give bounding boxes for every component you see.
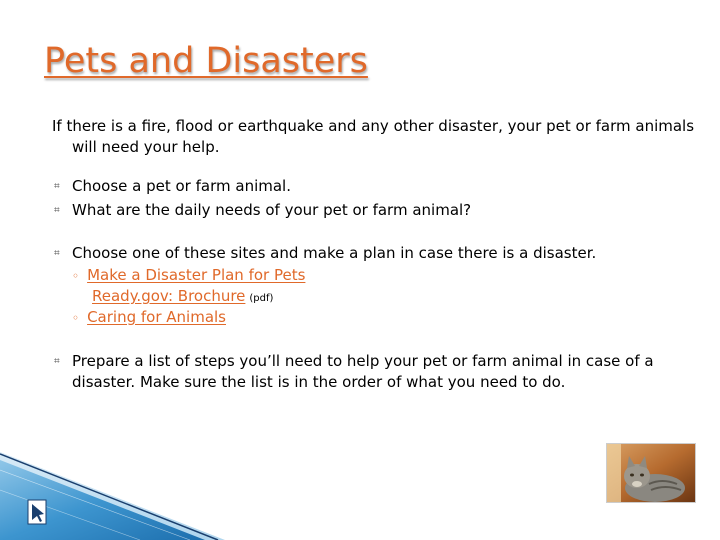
bullet-text: Choose a pet or farm animal. [72,177,291,195]
bullet-marker-icon: ⌗ [54,248,60,259]
cat-photo [606,443,696,503]
link-disaster-plan-for-pets[interactable]: Make a Disaster Plan for Pets [87,266,306,284]
intro-paragraph: If there is a fire, flood or earthquake and any other disaster, your pet or farm animals will need your help. [52,117,695,156]
pdf-note: (pdf) [249,293,274,304]
link-ready-gov-brochure[interactable]: Ready.gov: Brochure [92,287,246,305]
bullet-marker-icon: ⌗ [54,356,60,367]
link-caring-for-animals[interactable]: Caring for Animals [87,308,226,326]
logo-icon [28,500,46,524]
bullet-text: Choose one of these sites and make a plan in case there is a disaster. [72,244,597,262]
bullet-marker-icon: ⌗ [54,205,60,216]
bullet-text: Prepare a list of steps you’ll need to help your pet or farm animal in case of a disaster. Make sure the list is in the order of what you need to do. [72,352,654,391]
sub-marker-icon: ◦ [72,311,80,325]
slide-title: Pets and Disasters [44,41,368,81]
bullet-text: What are the daily needs of your pet or farm animal? [72,201,472,219]
sub-marker-icon: ◦ [72,269,80,283]
bullet-marker-icon: ⌗ [54,181,60,192]
